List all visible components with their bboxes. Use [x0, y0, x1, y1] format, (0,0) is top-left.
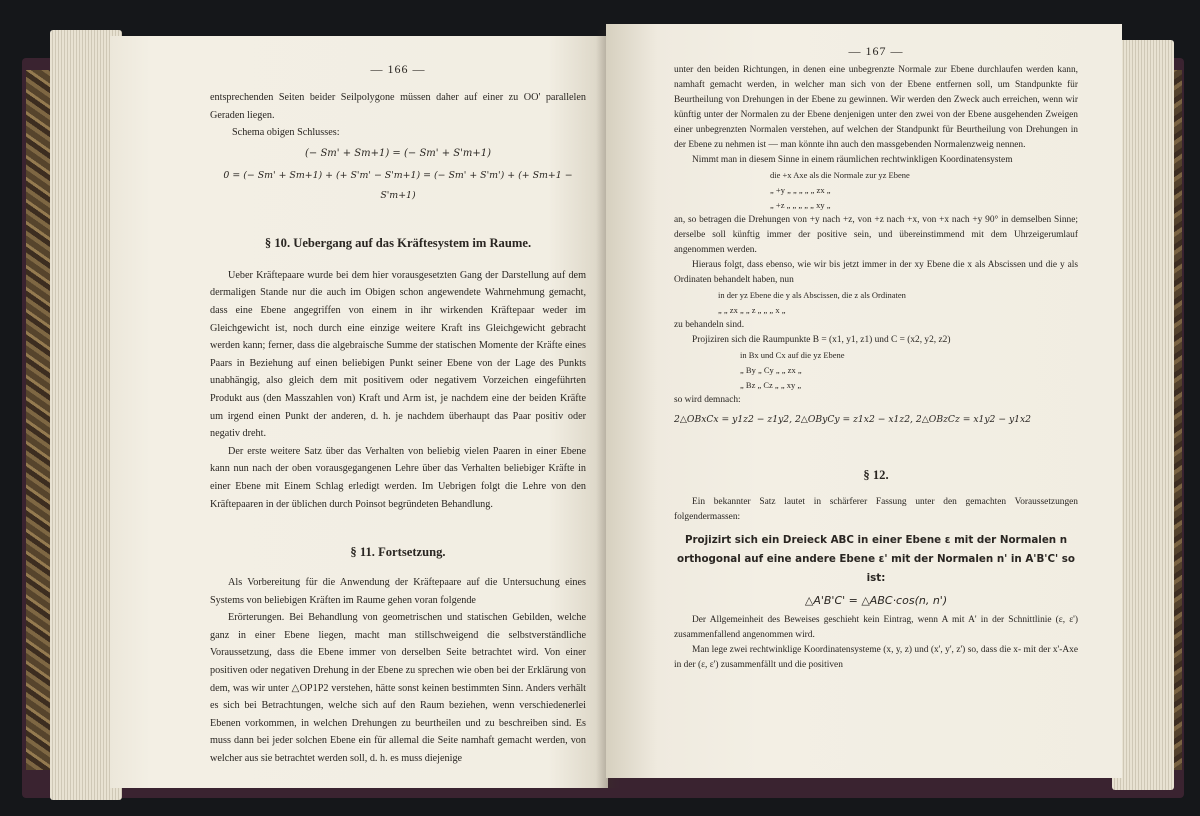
paragraph: Ueber Kräftepaare wurde bei dem hier vorausgesetzten Gang der Darstellung auf dem dermaligen Stande nur die auch im Obigen schon angewendete Wahrnehmung gemacht, dass eine Ebene angegriffen von einem in ihr wirkenden Kräftepaar weder im Gleichgewicht ist, noch durch eine einzige weitere Kraft ins Gleichgewicht gebracht werden kann; ferner, dass die algebraische Summe der statischen Momente der Kräfte eines Paars in Beziehung auf einen beliebigen Punkt seiner Ebene von der Lage des Punkts unabhängig, also gleich dem mit positivem oder negativem Vorzeichen eingeführten Produkt aus (den Masszahlen von) Kraft und Arm ist, je nachdem eine der beiden Kräfte um irgend einen Punkt der anderen, d. h. je nachdem überhaupt das Paar positiv oder negativ dreht. — [210, 269, 586, 440]
paragraph: Der erste weitere Satz über das Verhalten von beliebig vielen Paaren in einer Ebene kann nun nach der oben vorausgegangenen Lehre über das Verhalten beliebiger Kräfte in einer Ebene mit Einem Schlag erledigt werden. Im Uebrigen folgt die Lehre von den Kräftepaaren in der üblichen durch Poinsot begründeten Behandlung. — [210, 445, 586, 510]
paragraph: Der Allgemeinheit des Beweises geschieht kein Eintrag, wenn A mit A' in der Schnittlinie (ε, ε') zusammenfallend angenommen wird. — [674, 615, 1078, 640]
paragraph: Als Vorbereitung für die Anwendung der Kräftepaare auf die Untersuchung eines Systems von beliebigen Kräften im Raume gehen voran folgende — [210, 577, 586, 606]
paragraph: unter den beiden Richtungen, in denen eine unbegrenzte Normale zur Ebene durchlaufen werden kann, namhaft gemacht werden, in welcher man sich von der Ebene entfernen soll, um Standpunkte für Beurtheilung von Drehungen in der Ebene zu gewinnen. Wir werden den Zweck auch erreichen, wenn wir künftig unter der Normalen zu der Ebene denjenigen unter den zwei von der Ebene ausgehenden Zweigen einer unbegrenzten Normalen verstehen, auf welchen der Standpunkt für Beurtheilung von Drehungen in der Ebene zu nehmen ist — man könnte ihn auch den massgebenden Normalenzweig nennen. — [674, 65, 1078, 150]
paragraph: zu behandeln sind. — [674, 320, 745, 330]
paragraph: Man lege zwei rechtwinklige Koordinatensysteme (x, y, z) und (x', y', z') so, dass die x- mit der x'-Axe in der (ε, ε') zusammenfällt und die positiven — [674, 645, 1078, 670]
paragraph: Projiziren sich die Raumpunkte B = (x1, y1, z1) und C = (x2, y2, z2) — [692, 335, 951, 345]
paragraph: Ein bekannter Satz lautet in schärferer Fassung unter den gemachten Voraussetzungen folgendermassen: — [674, 497, 1078, 522]
equation: 2△OBxCx = y1z2 − z1y2, 2△OByCy = z1x2 − x1z2, 2△OBzCz = x1y2 − y1x2 — [674, 414, 1032, 425]
table-row: „ „ zx „ „ z „ „ „ x „ — [718, 305, 786, 315]
theorem-statement: Projizirt sich ein Dreieck ABC in einer Ebene ε mit der Normalen n orthogonal auf eine andere Ebene ε' mit der Normalen n' in A'B'C' so ist: — [677, 534, 1075, 584]
table-row: „ By „ Cy „ „ zx „ — [740, 365, 802, 375]
table-row: die +x Axe als die Normale zur yz Ebene — [770, 170, 910, 180]
paragraph: Nimmt man in diesem Sinne in einem räumlichen rechtwinkligen Koordinatensystem — [692, 155, 1013, 165]
table-row: in der yz Ebene die y als Abscissen, die z als Ordinaten — [718, 290, 906, 300]
page-number: — 167 — — [848, 44, 904, 58]
theorem-equation: △A'B'C' = △ABC·cos(n, n') — [804, 594, 948, 607]
table-row: in Bx und Cx auf die yz Ebene — [740, 350, 845, 360]
left-page — [110, 36, 608, 788]
page-number: — 166 — — [370, 62, 426, 76]
paragraph: Erörterungen. Bei Behandlung von geometrischen und statischen Gebilden, welche ganz in einer Ebene liegen, macht man stillschweigend die selbstverständliche Voraussetzung, dass die Ebene immer von derselben Seite betrachtet wird. Von einer positiven oder negativen Drehung in der Ebene zu sprechen wie oben bei der Erklärung von dem, was wir unter △OP1P2 verstehen, hätte sonst keinen bestimmten Sinn. Anders verhält es sich bei Betrachtungen, welche sich auf den Raum beziehen, wenn verschiedenerlei Ebenen vorkommen, in welchen Drehungen zu beurtheilen und zu beschreiben sind. Es muss dann bei jeder solchen Ebene ein für allemal die Seite namhaft gemacht werden, von welcher aus sie betrachtet werden soll, d. h. es muss diejenige — [210, 612, 586, 765]
table-row: „ Bz „ Cz „ „ xy „ — [740, 380, 802, 390]
schema-label: Schema obigen Schlusses: — [232, 127, 340, 139]
equation: (− Sm' + Sm+1) = (− Sm' + S'm+1) — [305, 147, 491, 159]
section-heading: § 11. Fortsetzung. — [350, 545, 446, 560]
table-row: „ +y „ „ „ „ „ zx „ — [770, 185, 831, 195]
paragraph: entsprechenden Seiten beider Seilpolygone müssen daher auf einer zu OO' parallelen Geraden liegen. — [210, 92, 586, 121]
paragraph: so wird demnach: — [674, 395, 741, 405]
section-heading: § 12. — [863, 468, 889, 482]
paragraph: an, so betragen die Drehungen von +y nach +z, von +z nach +x, von +x nach +y 90° in demselben Sinne; derselbe soll künftig immer der positive sein, und übereinstimmend mit dem Uhrzeigerumlauf angenommen werden. — [674, 215, 1078, 255]
paragraph: Hieraus folgt, dass ebenso, wie wir bis jetzt immer in der xy Ebene die x als Abscissen und die y als Ordinaten behandelt haben, nun — [674, 260, 1078, 285]
equation: 0 = (− Sm' + Sm+1) + (+ S'm' − S'm+1) = (− Sm' + S'm') + (+ Sm+1 − S'm+1) — [223, 169, 573, 201]
table-row: „ +z „ „ „ „ „ xy „ — [770, 200, 831, 210]
section-heading: § 10. Uebergang auf das Kräftesystem im Raume. — [264, 235, 532, 250]
right-page — [606, 24, 1122, 778]
